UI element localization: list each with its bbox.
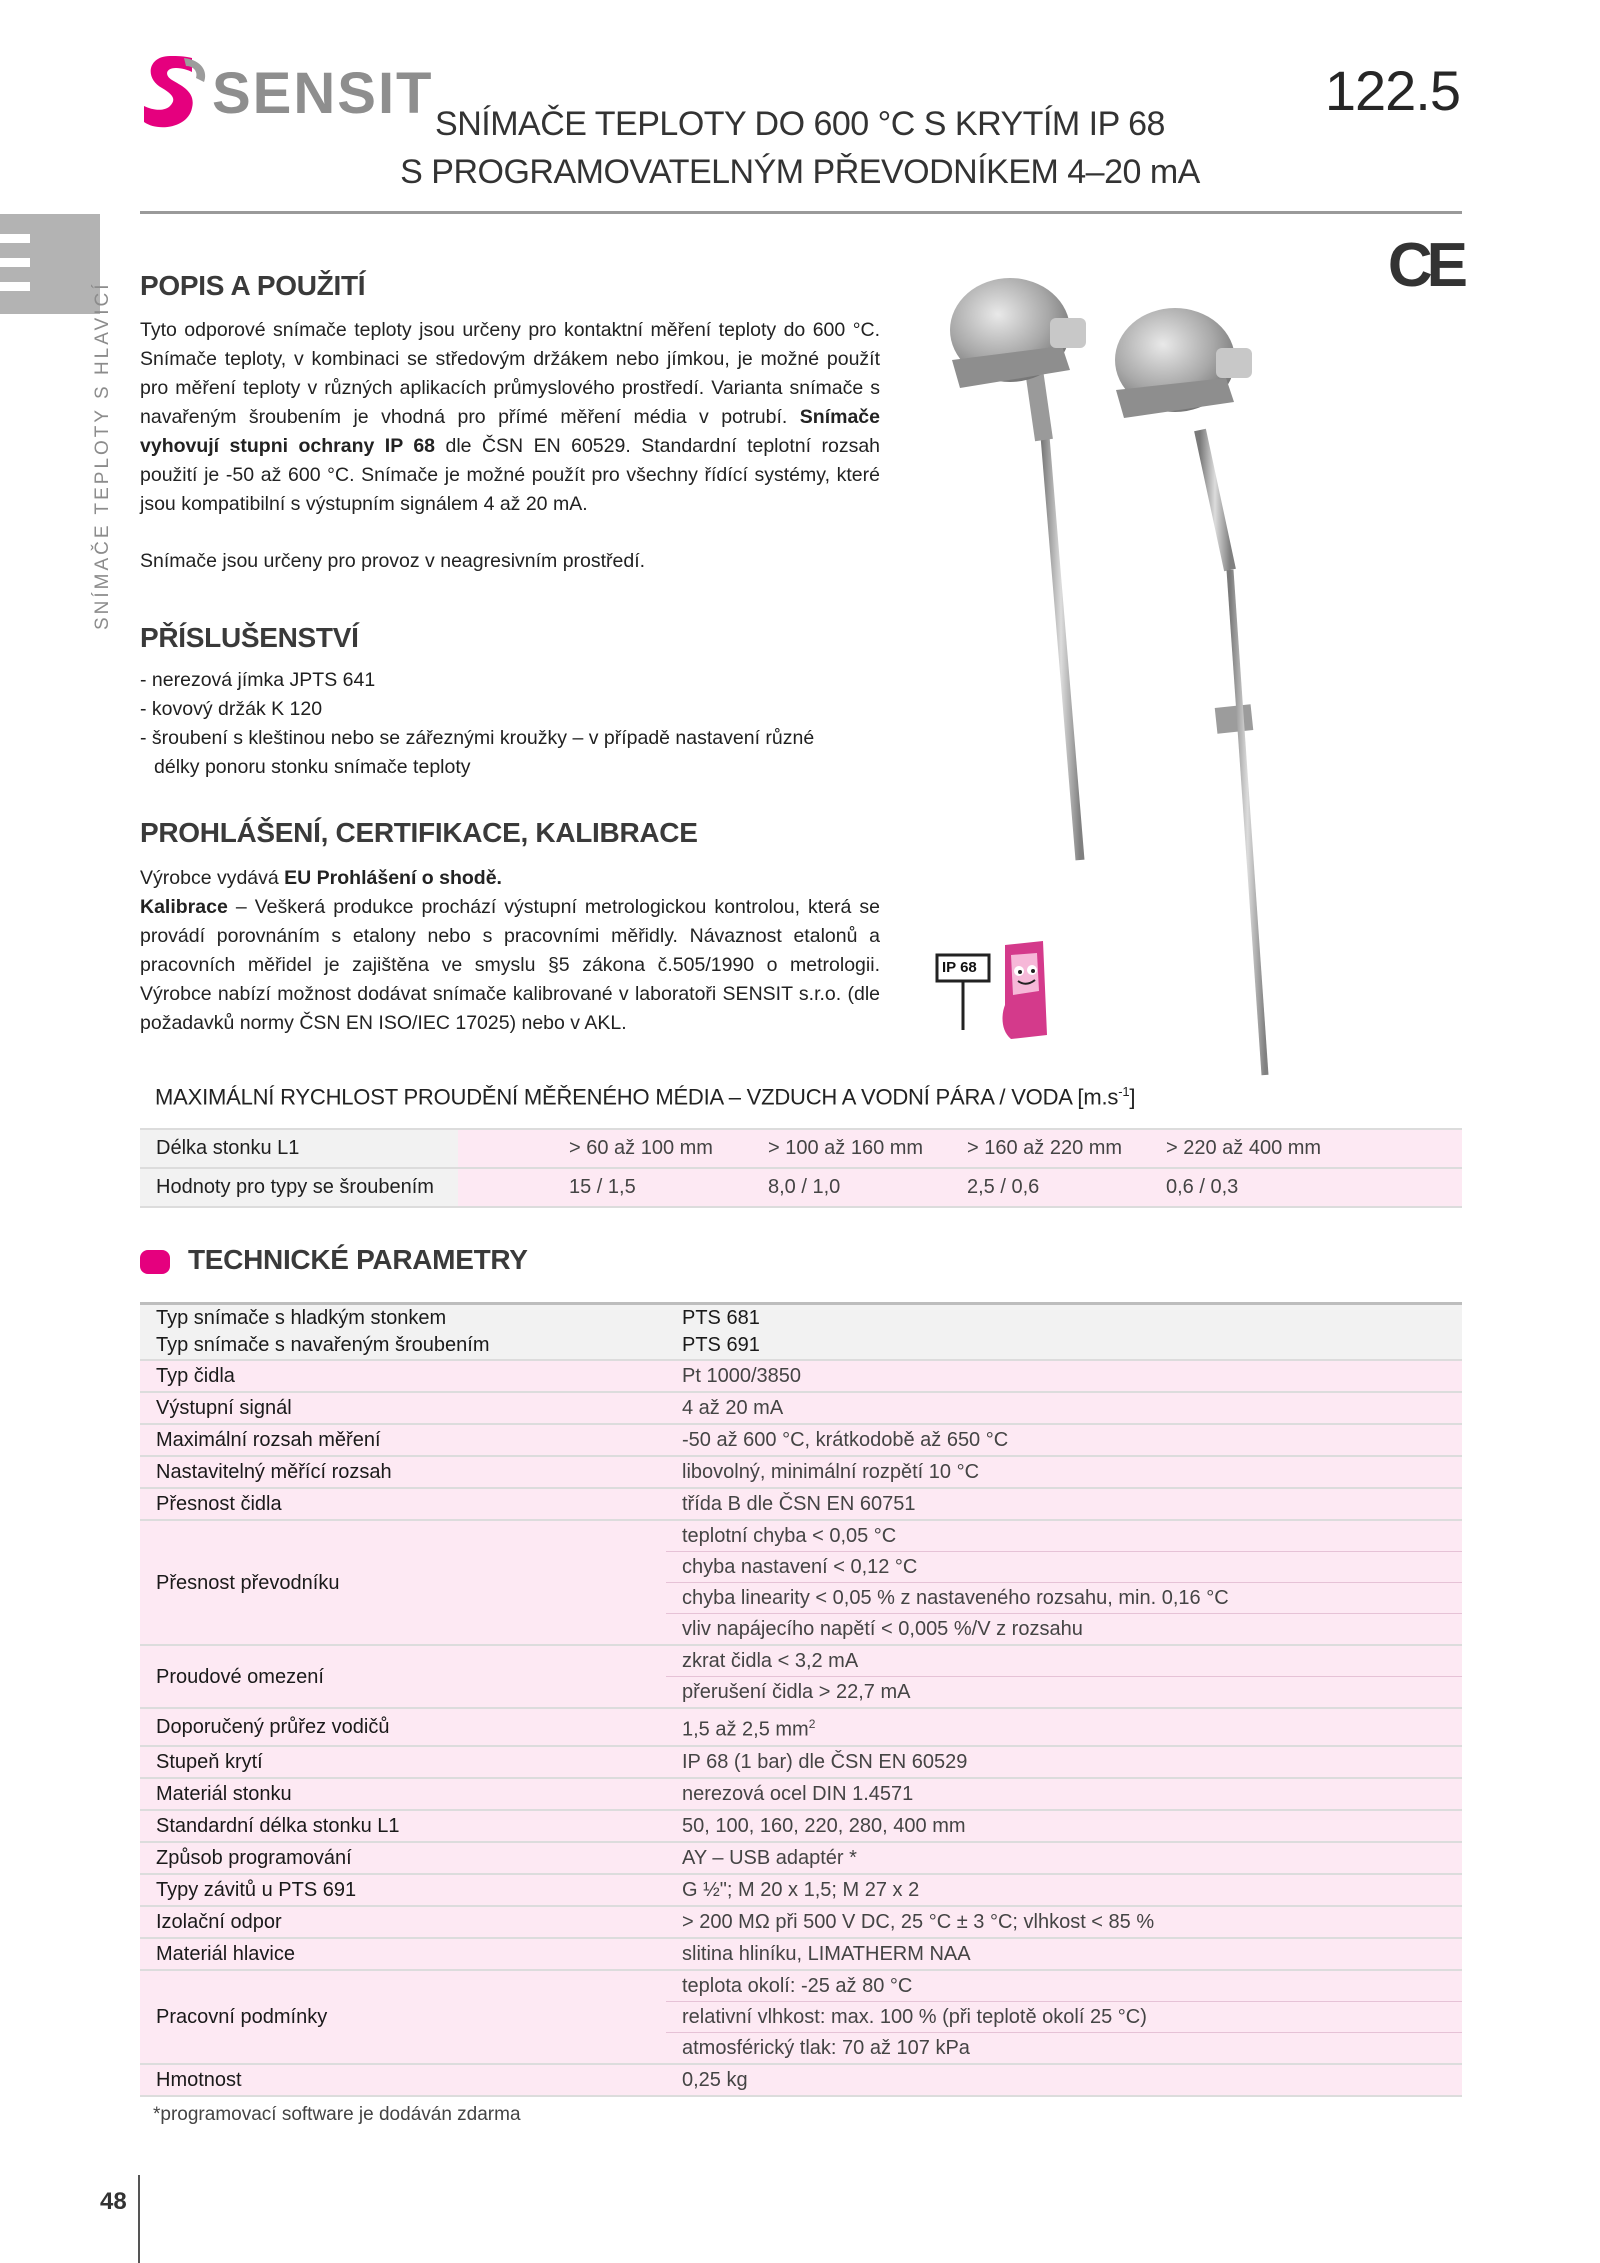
accessory-list [140,666,880,782]
flow-cell: 8,0 / 1,0 [752,1168,951,1207]
param-value: teplota okolí: -25 až 80 °C [666,1970,1462,2002]
side-tab [0,214,100,314]
flow-title-sup: -1 [1118,1084,1130,1099]
param-label: Maximální rozsah měření [140,1424,666,1456]
calibration-text [140,893,880,1038]
param-value: chyba linearity < 0,05 % z nastaveného rozsahu, min. 0,16 °C [666,1583,1462,1614]
table-row [140,1129,1462,1168]
param-value: libovolný, minimální rozpětí 10 °C [666,1456,1462,1488]
ip68-mascot [925,935,1065,1045]
eu-text: Výrobce vydává [140,867,285,889]
param-value: přerušení čidla > 22,7 mA [666,1677,1462,1709]
footnote: *programovací software je dodáván zdarma [153,2104,521,2125]
param-value [666,1304,1462,1361]
param-value: Pt 1000/3850 [666,1360,1462,1392]
accessory-item: - šroubení s kleštinou nebo se zářeznými kroužky – v případě nastavení různé délky ponoru stonku snímače teploty [140,727,815,778]
param-label: Stupeň krytí [140,1746,666,1778]
sensor-left [950,278,1086,860]
brand-name: SENSIT [212,61,434,126]
eu-declaration-line [140,864,880,893]
param-label: Hmotnost [140,2064,666,2096]
param-value: 4 až 20 mA [666,1392,1462,1424]
param-value: teplotní chyba < 0,05 °C [666,1520,1462,1552]
table-row [140,1392,1462,1424]
flow-cell: 0,6 / 0,3 [1150,1168,1462,1207]
heading-popis: POPIS A POUŽITÍ [140,270,366,301]
flow-cell: > 220 až 400 mm [1150,1129,1462,1168]
table-row [140,1360,1462,1392]
heading-tech: TECHNICKÉ PARAMETRY [188,1244,528,1275]
table-row [140,1708,1462,1746]
type-value-2: PTS 691 [682,1334,760,1356]
table-row [140,1906,1462,1938]
table-row [140,1645,1462,1677]
flow-title-end: ] [1129,1084,1136,1110]
param-label: Proudové omezení [140,1645,666,1708]
calibration-body: – Veškerá produkce prochází výstupní metrologickou kontrolou, která se provádí porovnáním s etalony nebo s pracovními měřidly. Návaznost etalonů a pracovních měřidel je zajištěna ve smyslu §5 zákona č.505/1990 o metrologii. Výrobce nabízí možnost dodávat snímače kalibrované v laboratoři SENSIT s.r.o. (dle požadavků normy ČSN EN ISO/IEC 17025) nebo v AKL. [140,896,880,1034]
table-row [140,1488,1462,1520]
param-label: Pracovní podmínky [140,1970,666,2064]
table-row [140,1746,1462,1778]
param-value: relativní vlhkost: max. 100 % (při teplotě okolí 25 °C) [666,2001,1462,2032]
param-label: Izolační odpor [140,1906,666,1938]
eu-bold: EU Prohlášení o shodě. [284,867,502,889]
flow-row-label: Hodnoty pro typy se šroubením [140,1168,458,1207]
param-value: 0,25 kg [666,2064,1462,2096]
popis-paragraph [140,316,880,519]
param-label: Typy závitů u PTS 691 [140,1874,666,1906]
heading-prislusenstvi: PŘÍSLUŠENSTVÍ [140,622,359,653]
param-value: chyba nastavení < 0,12 °C [666,1552,1462,1583]
page-divider [138,2175,140,2263]
param-value: 50, 100, 160, 220, 280, 400 mm [666,1810,1462,1842]
flow-cell: 2,5 / 0,6 [951,1168,1150,1207]
param-value: AY – USB adaptér * [666,1842,1462,1874]
table-row [140,1456,1462,1488]
ce-mark: CE [1387,231,1462,300]
popis-text-c: dle ČSN EN 60529. Standardní teplotní rozsah použití je -50 až 600 °C. Snímače je možné použít pro všechny řídící systémy, které jsou kompatibilní s výstupním signálem 4 až 20 mA. [140,435,881,515]
flow-table [140,1128,1462,1208]
accessory-item: - nerezová jímka JPTS 641 [140,669,376,691]
flow-title-text: MAXIMÁLNÍ RYCHLOST PROUDĚNÍ MĚŘENÉHO MÉDIA – VZDUCH A VODNÍ PÁRA / VODA [m.s [155,1084,1119,1110]
sensor-right [1115,308,1265,1075]
title-line-1: SNÍMAČE TEPLOTY DO 600 °C S KRYTÍM IP 68 [435,105,1165,143]
prohlaseni-paragraph [140,864,880,1038]
param-value: IP 68 (1 bar) dle ČSN EN 60529 [666,1746,1462,1778]
popis-paragraph-2: Snímače jsou určeny pro provoz v neagresivním prostředí. [140,550,646,572]
flow-cell: > 60 až 100 mm [458,1129,752,1168]
flow-cell: > 160 až 220 mm [951,1129,1150,1168]
type-value-1: PTS 681 [682,1307,760,1329]
param-value: nerezová ocel DIN 1.4571 [666,1778,1462,1810]
param-label: Způsob programování [140,1842,666,1874]
table-row [140,1424,1462,1456]
param-value: > 200 MΩ při 500 V DC, 25 °C ± 3 °C; vlhkost < 85 % [666,1906,1462,1938]
page-number: 48 [100,2188,127,2215]
prurez-value: 1,5 až 2,5 mm [682,1718,809,1741]
flow-cell: > 100 až 160 mm [752,1129,951,1168]
table-row [140,1874,1462,1906]
table-row [140,1970,1462,2002]
type-label-1: Typ snímače s hladkým stonkem [156,1307,447,1329]
param-value: zkrat čidla < 3,2 mA [666,1645,1462,1677]
section-bullet [140,1250,170,1274]
param-label: Přesnost převodníku [140,1520,666,1645]
table-row [140,1778,1462,1810]
ip68-label: IP 68 [942,959,977,976]
param-label: Doporučený průřez vodičů [140,1708,666,1746]
param-value: atmosférický tlak: 70 až 107 kPa [666,2032,1462,2064]
param-value [666,1708,1462,1746]
type-label-2: Typ snímače s navařeným šroubením [156,1334,490,1356]
param-value: slitina hliníku, LIMATHERM NAA [666,1938,1462,1970]
flow-cell: 15 / 1,5 [458,1168,752,1207]
calibration-label: Kalibrace [140,896,228,918]
heading-prohlaseni: PROHLÁŠENÍ, CERTIFIKACE, KALIBRACE [140,817,698,848]
param-value: vliv napájecího napětí < 0,005 %/V z rozsahu [666,1614,1462,1646]
param-label: Standardní délka stonku L1 [140,1810,666,1842]
popis-text-b: Snímače vyhovují stupni ochrany IP 68 [140,406,880,457]
prurez-sup: 2 [808,1717,816,1731]
flow-table-title [155,1084,1135,1110]
param-label: Typ čidla [140,1360,666,1392]
title-line-2: S PROGRAMOVATELNÝM PŘEVODNÍKEM 4–20 mA [400,153,1200,191]
table-row [140,1938,1462,1970]
title-rule [140,211,1462,214]
param-label: Výstupní signál [140,1392,666,1424]
param-label: Materiál hlavice [140,1938,666,1970]
param-label: Přesnost čidla [140,1488,666,1520]
table-row [140,1842,1462,1874]
tech-table [140,1302,1462,2097]
table-row [140,2064,1462,2096]
table-row [140,1168,1462,1207]
table-row [140,1520,1462,1552]
param-label [140,1304,666,1361]
table-row [140,1304,1462,1361]
param-value: třída B dle ČSN EN 60751 [666,1488,1462,1520]
param-value: G ½"; M 20 x 1,5; M 27 x 2 [666,1874,1462,1906]
page-title [300,100,1300,196]
table-row [140,1810,1462,1842]
side-tab-label: SNÍMAČE TEPLOTY S HLAVICÍ [92,281,113,630]
accessory-item: - kovový držák K 120 [140,698,323,720]
param-value: -50 až 600 °C, krátkodobě až 650 °C [666,1424,1462,1456]
document-code: 122.5 [1324,59,1460,122]
popis-text-a: Tyto odporové snímače teploty jsou určeny pro kontaktní měření teploty do 600 °C. Snímače teploty, v kombinaci se středovým držákem nebo jímkou, je možné použít pro měření teploty v různých aplikacích průmyslového prostředí. Varianta snímače s navařeným šroubením je vhodná pro přímé měření média v potrubí. [140,319,880,428]
flow-row-label: Délka stonku L1 [140,1129,458,1168]
param-label: Nastavitelný měřící rozsah [140,1456,666,1488]
param-label: Materiál stonku [140,1778,666,1810]
